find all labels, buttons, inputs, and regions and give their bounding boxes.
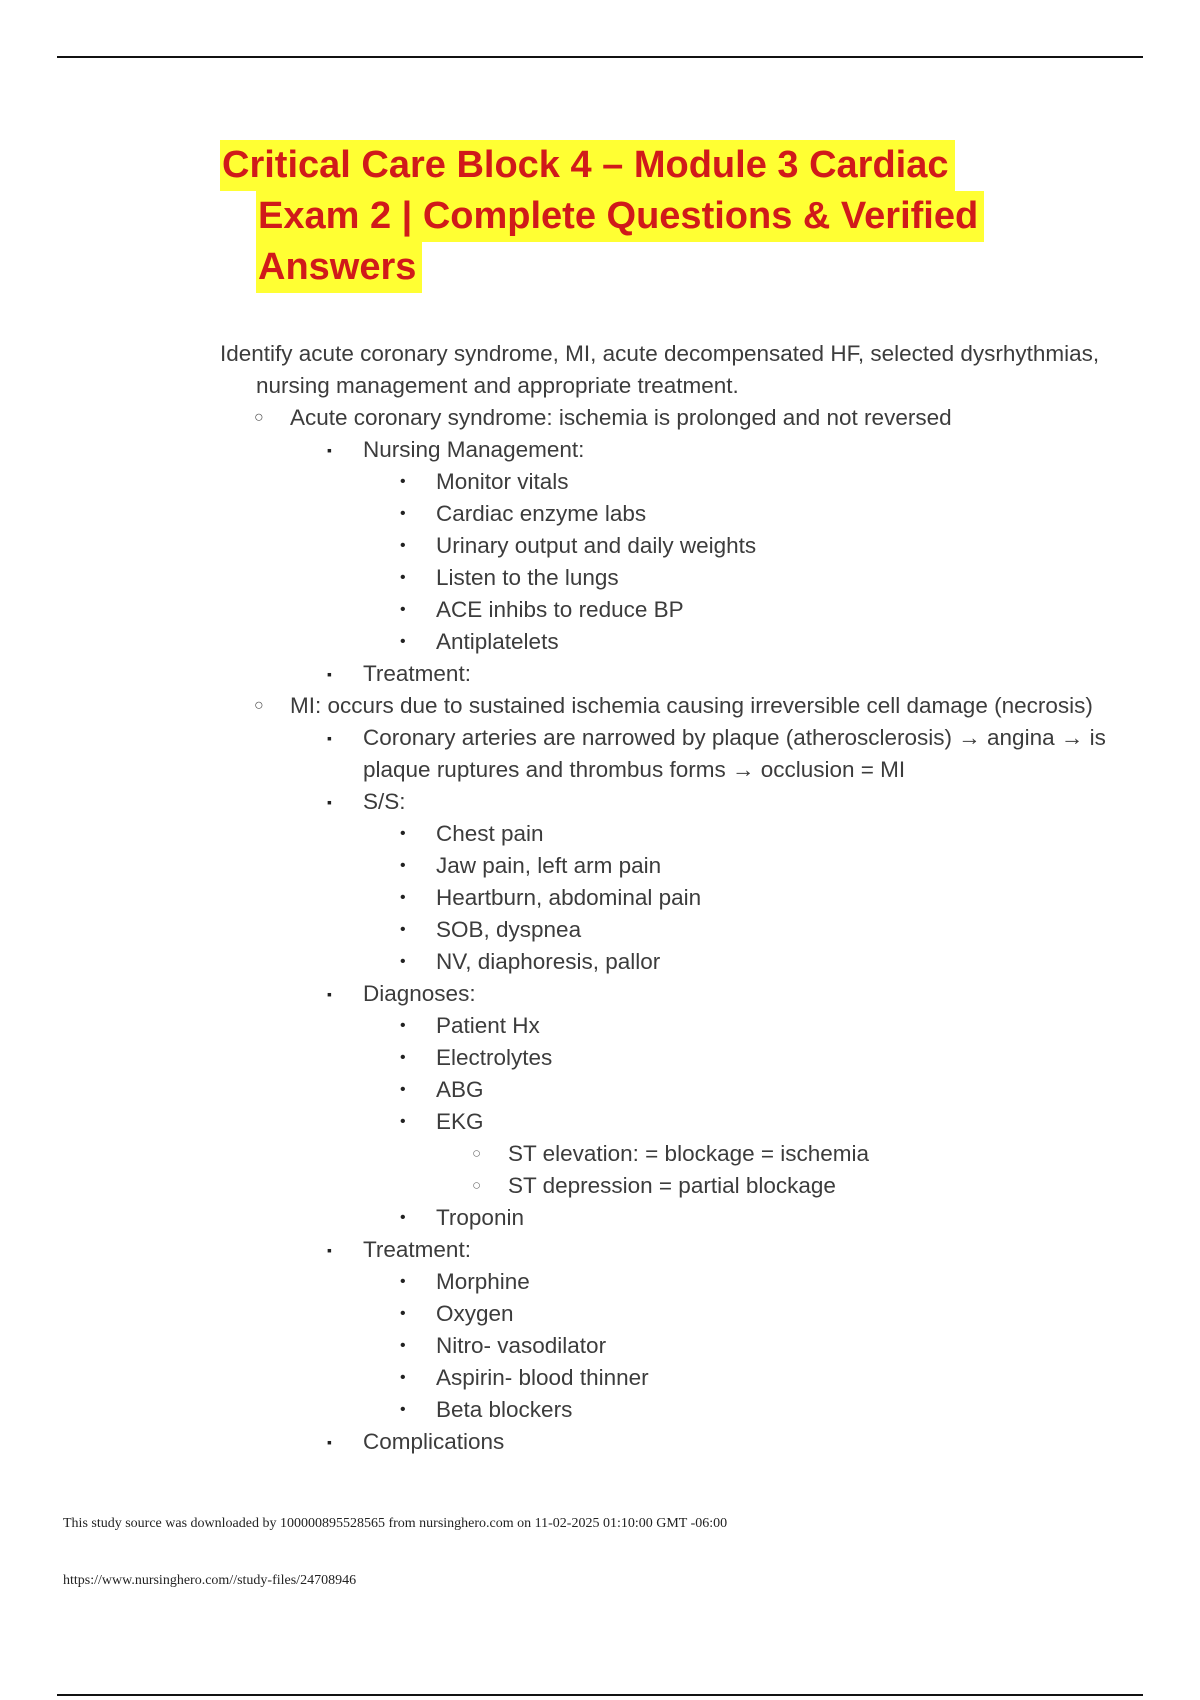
title-line-3: Answers — [256, 242, 422, 293]
square-bullet-icon: ▪ — [327, 442, 332, 458]
top-rule — [57, 56, 1143, 58]
ss-item-text: Heartburn, abdominal pain — [436, 885, 702, 910]
intro-paragraph: Identify acute coronary syndrome, MI, acute decompensated HF, selected dysrhythmias, nursing management and appropriate treatment. — [220, 341, 1100, 398]
list-item — [220, 1266, 1120, 1298]
treatment-item-text: Aspirin- blood thinner — [436, 1365, 649, 1390]
list-item — [220, 946, 1120, 978]
mi-diagnoses-label: Diagnoses: — [363, 981, 476, 1006]
dot-bullet-icon: • — [400, 505, 406, 522]
dot-bullet-icon: • — [400, 473, 406, 490]
circle-bullet-icon: ○ — [472, 1145, 482, 1162]
dot-bullet-icon: • — [400, 1305, 406, 1322]
diagnosis-item-text: Electrolytes — [436, 1045, 553, 1070]
download-source-note: This study source was downloaded by 100000895528565 from nursinghero.com on 11-02-2025 01:10:00 GMT -06:00 — [63, 1516, 728, 1531]
source-url: https://www.nursinghero.com//study-files/24708946 — [63, 1573, 357, 1588]
mi-ss-item — [220, 786, 1120, 818]
list-item — [220, 1298, 1120, 1330]
square-bullet-icon: ▪ — [327, 986, 332, 1002]
mi-heading: MI: occurs due to sustained ischemia causing irreversible cell damage (necrosis) — [290, 693, 1093, 718]
list-item — [220, 850, 1120, 882]
title-line-2: Exam 2 | Complete Questions & Verified — [256, 191, 984, 242]
ss-item-text: SOB, dyspnea — [436, 917, 582, 942]
dot-bullet-icon: • — [400, 1337, 406, 1354]
ss-item-text: Chest pain — [436, 821, 544, 846]
dot-bullet-icon: • — [400, 857, 406, 874]
list-item — [220, 1394, 1120, 1426]
treatment-item-text: Morphine — [436, 1269, 530, 1294]
list-item — [220, 882, 1120, 914]
ss-item-text: Jaw pain, left arm pain — [436, 853, 662, 878]
ss-item-text: NV, diaphoresis, pallor — [436, 949, 661, 974]
acs-nursing-label: Nursing Management: — [363, 437, 585, 462]
circle-bullet-icon: ○ — [254, 409, 264, 426]
mi-complications-label: Complications — [363, 1429, 505, 1454]
dot-bullet-icon: • — [400, 1369, 406, 1386]
acs-heading: Acute coronary syndrome: ischemia is prolonged and not reversed — [290, 405, 952, 430]
treatment-item-text: Nitro- vasodilator — [436, 1333, 607, 1358]
list-item — [220, 1362, 1120, 1394]
square-bullet-icon: ▪ — [327, 794, 332, 810]
list-item — [220, 466, 1120, 498]
list-item — [220, 594, 1120, 626]
mi-diagnoses-item — [220, 978, 1120, 1010]
circle-bullet-icon: ○ — [472, 1177, 482, 1194]
mi-pathway: Coronary arteries are narrowed by plaque (atherosclerosis) → angina → is plaque ruptures and thrombus forms → occlusion = MI — [363, 725, 1106, 782]
list-item — [220, 1202, 1120, 1234]
dot-bullet-icon: • — [400, 953, 406, 970]
square-bullet-icon: ▪ — [327, 1242, 332, 1258]
ekg-item-text: ST elevation: = blockage = ischemia — [508, 1141, 870, 1166]
acs-nursing-item — [220, 434, 1120, 466]
dot-bullet-icon: • — [400, 1017, 406, 1034]
list-item — [220, 626, 1120, 658]
list-item — [220, 1010, 1120, 1042]
dot-bullet-icon: • — [400, 633, 406, 650]
diagnosis-item-text: ABG — [436, 1077, 484, 1102]
list-item — [220, 914, 1120, 946]
list-item — [220, 562, 1120, 594]
diagnosis-item-text: Patient Hx — [436, 1013, 540, 1038]
mi-heading-item — [220, 690, 1120, 722]
acs-treatment-label: Treatment: — [363, 661, 471, 686]
mi-complications-item — [220, 1426, 1120, 1458]
square-bullet-icon: ▪ — [327, 1434, 332, 1450]
dot-bullet-icon: • — [400, 825, 406, 842]
dot-bullet-icon: • — [400, 569, 406, 586]
list-item — [220, 1074, 1120, 1106]
dot-bullet-icon: • — [400, 1273, 406, 1290]
troponin-text: Troponin — [436, 1205, 524, 1230]
square-bullet-icon: ▪ — [327, 666, 332, 682]
mi-pathway-item — [220, 722, 1120, 786]
nursing-item-text: ACE inhibs to reduce BP — [436, 597, 684, 622]
bottom-rule — [57, 1694, 1143, 1696]
list-item — [220, 1138, 1120, 1170]
acs-treatment-item — [220, 658, 1120, 690]
dot-bullet-icon: • — [400, 1049, 406, 1066]
dot-bullet-icon: • — [400, 889, 406, 906]
mi-treatment-item — [220, 1234, 1120, 1266]
mi-ss-label: S/S: — [363, 789, 406, 814]
list-item — [220, 530, 1120, 562]
dot-bullet-icon: • — [400, 1401, 406, 1418]
nursing-item-text: Urinary output and daily weights — [436, 533, 757, 558]
list-item — [220, 1042, 1120, 1074]
list-item — [220, 818, 1120, 850]
dot-bullet-icon: • — [400, 921, 406, 938]
circle-bullet-icon: ○ — [254, 697, 264, 714]
title-line-1: Critical Care Block 4 – Module 3 Cardiac — [220, 140, 955, 191]
dot-bullet-icon: • — [400, 601, 406, 618]
list-item — [220, 1170, 1120, 1202]
list-item — [220, 1106, 1120, 1138]
list-item — [220, 498, 1120, 530]
treatment-item-text: Beta blockers — [436, 1397, 573, 1422]
acs-heading-item — [220, 402, 1120, 434]
dot-bullet-icon: • — [400, 1081, 406, 1098]
dot-bullet-icon: • — [400, 1209, 406, 1226]
dot-bullet-icon: • — [400, 537, 406, 554]
diagnosis-item-text: EKG — [436, 1109, 484, 1134]
ekg-item-text: ST depression = partial blockage — [508, 1173, 836, 1198]
dot-bullet-icon: • — [400, 1113, 406, 1130]
notes-body — [220, 338, 1120, 1458]
nursing-item-text: Listen to the lungs — [436, 565, 619, 590]
mi-treatment-label: Treatment: — [363, 1237, 471, 1262]
list-item — [220, 1330, 1120, 1362]
document-title — [220, 140, 1050, 293]
square-bullet-icon: ▪ — [327, 730, 332, 746]
nursing-item-text: Monitor vitals — [436, 469, 569, 494]
nursing-item-text: Cardiac enzyme labs — [436, 501, 647, 526]
treatment-item-text: Oxygen — [436, 1301, 514, 1326]
nursing-item-text: Antiplatelets — [436, 629, 559, 654]
